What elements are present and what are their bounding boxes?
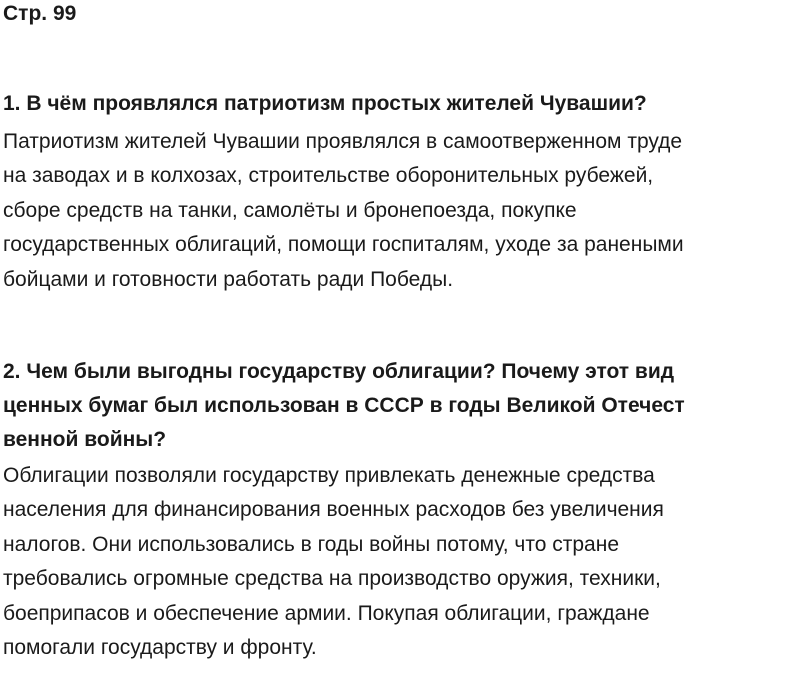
question-2-line: 2. Чем были выгодны государству облигации? Почему этот вид <box>3 360 675 384</box>
question-1 <box>3 87 797 121</box>
document-page <box>3 0 797 665</box>
answer-1-line: государственных облигаций, помощи госпиталям, уходе за ранеными <box>3 233 684 257</box>
answer-2-line: боеприпасов и обеспечение армии. Покупая облигации, граждане <box>3 601 650 625</box>
question-2-line: венной войны? <box>3 428 167 452</box>
page-number-label: Стр. 99 <box>3 2 77 25</box>
answer-2-line: требовались огромные средства на производство оружия, техники, <box>3 567 661 591</box>
question-2-line: ценных бумаг был использован в СССР в годы Великой Отечест <box>3 394 685 418</box>
answer-2-line: населения для финансирования военных расходов без увеличения <box>3 498 664 522</box>
answer-2-line: Облигации позволяли государству привлекать денежные средства <box>3 464 655 488</box>
answer-2 <box>3 459 797 665</box>
answer-1-line: сборе средств на танки, самолёты и бронепоезда, покупке <box>3 198 577 222</box>
answer-2-line: налогов. Они использовались в годы войны потому, что стране <box>3 532 620 556</box>
question-1-line: 1. В чём проявлялся патриотизм простых жителей Чувашии? <box>3 92 647 115</box>
question-2 <box>3 355 797 457</box>
answer-1 <box>3 125 797 297</box>
answer-1-line: Патриотизм жителей Чувашии проявлялся в самоотверженном труде <box>3 130 683 153</box>
answer-2-line: помогали государству и фронту. <box>3 636 317 660</box>
answer-1-line: бойцами и готовности работать ради Победы. <box>3 267 454 291</box>
answer-1-line: на заводах и в колхозах, строительстве оборонительных рубежей, <box>3 164 654 188</box>
